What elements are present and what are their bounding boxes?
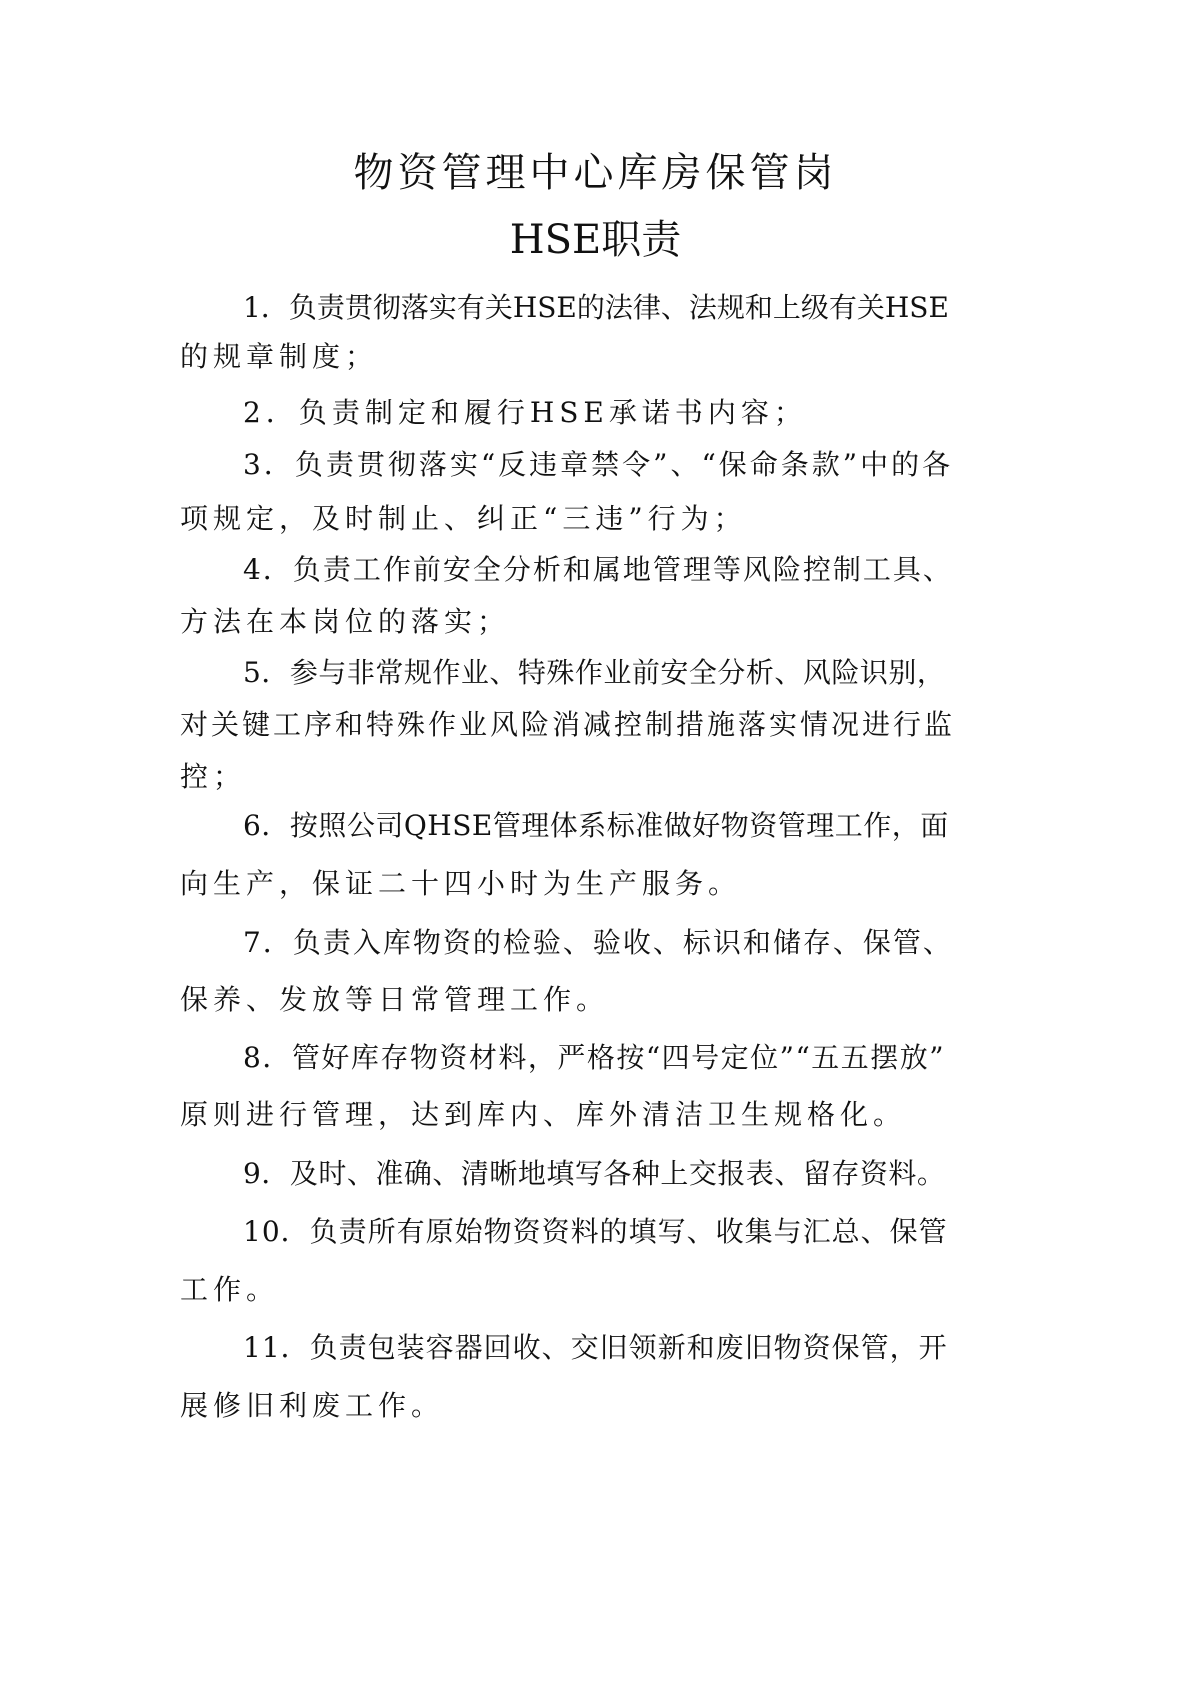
- paragraph-9-line-1: 9．及时、准确、清晰地填写各种上交报表、留存资料。: [243, 1157, 946, 1190]
- paragraph-7-line-2: 保养、发放等日常管理工作。: [180, 983, 610, 1016]
- paragraph-5-line-1: 5．参与非常规作业、特殊作业前安全分析、风险识别，: [243, 656, 946, 689]
- paragraph-10-line-2: 工作。: [180, 1273, 280, 1306]
- paragraph-10-line-1: 10．负责所有原始物资资料的填写、收集与汇总、保管: [243, 1215, 948, 1248]
- paragraph-4-line-1: 4．负责工作前安全分析和属地管理等风险控制工具、: [243, 553, 953, 586]
- paragraph-2-line-1: 2．负责制定和履行HSE承诺书内容；: [243, 396, 807, 429]
- paragraph-5-line-2: 对关键工序和特殊作业风险消减控制措施落实情况进行监: [180, 708, 956, 741]
- paragraph-3-line-2: 项规定，及时制止、纠正“三违”行为；: [180, 502, 747, 535]
- paragraph-1-line-1: 1．负责贯彻落实有关HSE的法律、法规和上级有关HSE: [243, 291, 949, 324]
- paragraph-6-line-1: 6．按照公司QHSE管理体系标准做好物资管理工作，面: [243, 809, 949, 842]
- paragraph-4-line-2: 方法在本岗位的落实；: [180, 605, 511, 638]
- paragraph-5-line-3: 控；: [180, 760, 247, 793]
- document-title: 物资管理中心库房保管岗: [353, 150, 838, 196]
- paragraph-8-line-1: 8．管好库存物资材料，严格按“四号定位”“五五摆放”: [243, 1041, 946, 1074]
- document-subtitle: HSE职责: [509, 217, 682, 263]
- paragraph-6-line-2: 向生产，保证二十四小时为生产服务。: [180, 867, 742, 900]
- paragraph-8-line-2: 原则进行管理，达到库内、库外清洁卫生规格化。: [180, 1098, 907, 1131]
- paragraph-11-line-1: 11．负责包装容器回收、交旧领新和废旧物资保管，开: [243, 1331, 948, 1364]
- paragraph-1-line-2: 的规章制度；: [180, 340, 379, 373]
- paragraph-11-line-2: 展修旧利废工作。: [180, 1389, 445, 1422]
- paragraph-7-line-1: 7．负责入库物资的检验、验收、标识和储存、保管、: [243, 926, 953, 959]
- paragraph-3-line-1: 3．负责贯彻落实“反违章禁令”、“保命条款”中的各: [243, 448, 954, 481]
